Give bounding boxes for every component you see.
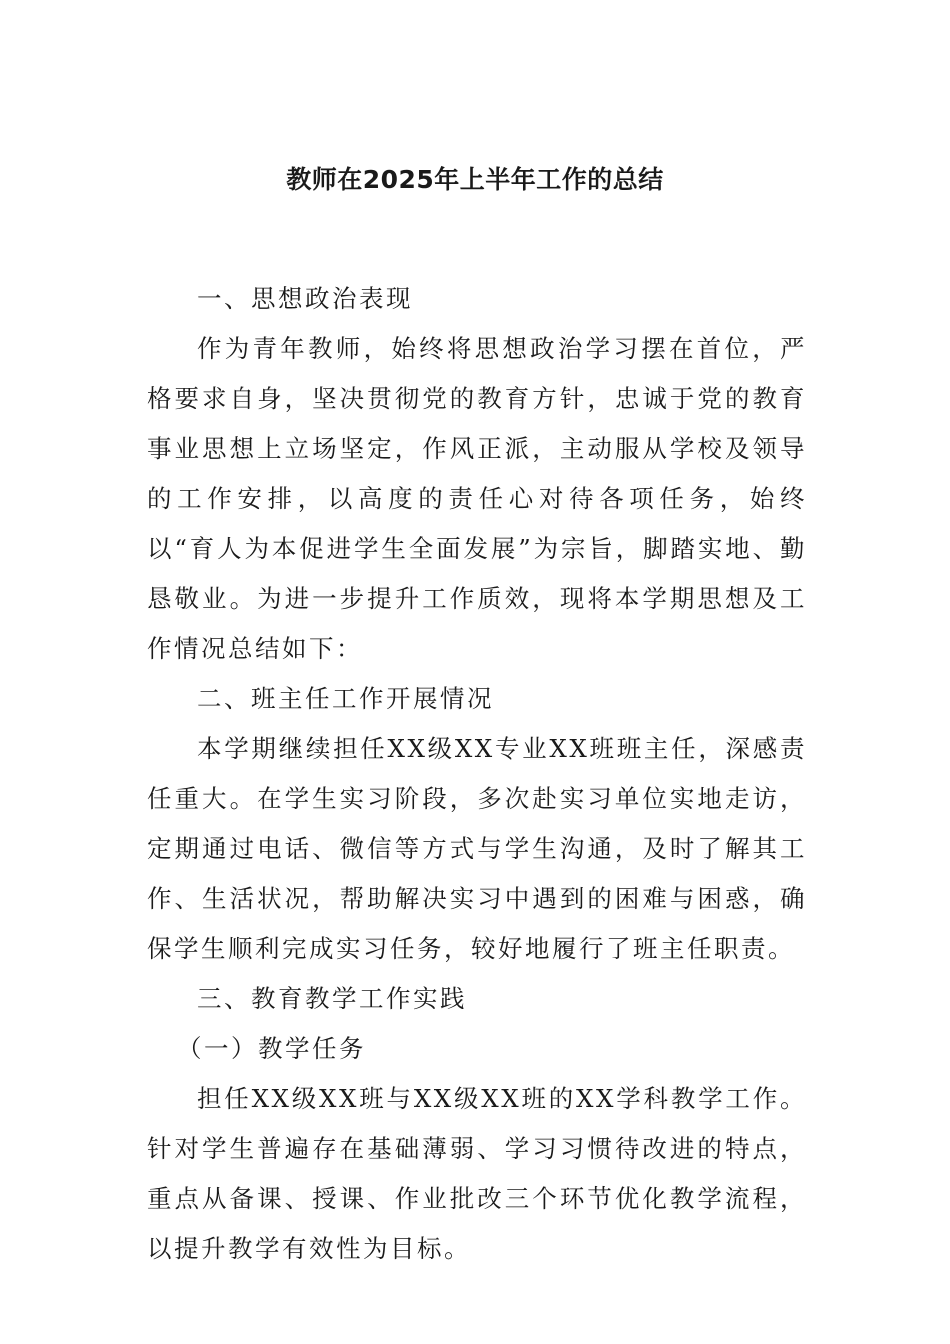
section-heading-3: 三、教育教学工作实践 bbox=[197, 984, 467, 1013]
section-heading-2: 二、班主任工作开展情况 bbox=[197, 684, 494, 713]
document-body bbox=[147, 274, 807, 1274]
section-paragraph-2: 本学期继续担任XX级XX专业XX班班主任，深感责任重大。在学生实习阶段，多次赴实习单位实地走访，定期通过电话、微信等方式与学生沟通，及时了解其工作、生活状况，帮助解决实习中遇到的困难与困惑，确保学生顺利完成实习任务，较好地履行了班主任职责。 bbox=[147, 734, 807, 963]
document-title: 教师在2025年上半年工作的总结 bbox=[286, 165, 664, 194]
section-paragraph-1: 作为青年教师，始终将思想政治学习摆在首位，严格要求自身，坚决贯彻党的教育方针，忠诚于党的教育事业思想上立场坚定，作风正派，主动服从学校及领导的工作安排，以高度的责任心对待各项任务，始终以“育人为本促进学生全面发展”为宗旨，脚踏实地、勤恳敬业。为进一步提升工作质效，现将本学期思想及工作情况总结如下： bbox=[147, 334, 807, 663]
section-heading-1: 一、思想政治表现 bbox=[197, 284, 413, 313]
section-paragraph-3: 担任XX级XX班与XX级XX班的XX学科教学工作。针对学生普遍存在基础薄弱、学习习惯待改进的特点，重点从备课、授课、作业批改三个环节优化教学流程，以提升教学有效性为目标。 bbox=[147, 1084, 807, 1263]
section-subheading-3-1: （一）教学任务 bbox=[177, 1034, 366, 1063]
